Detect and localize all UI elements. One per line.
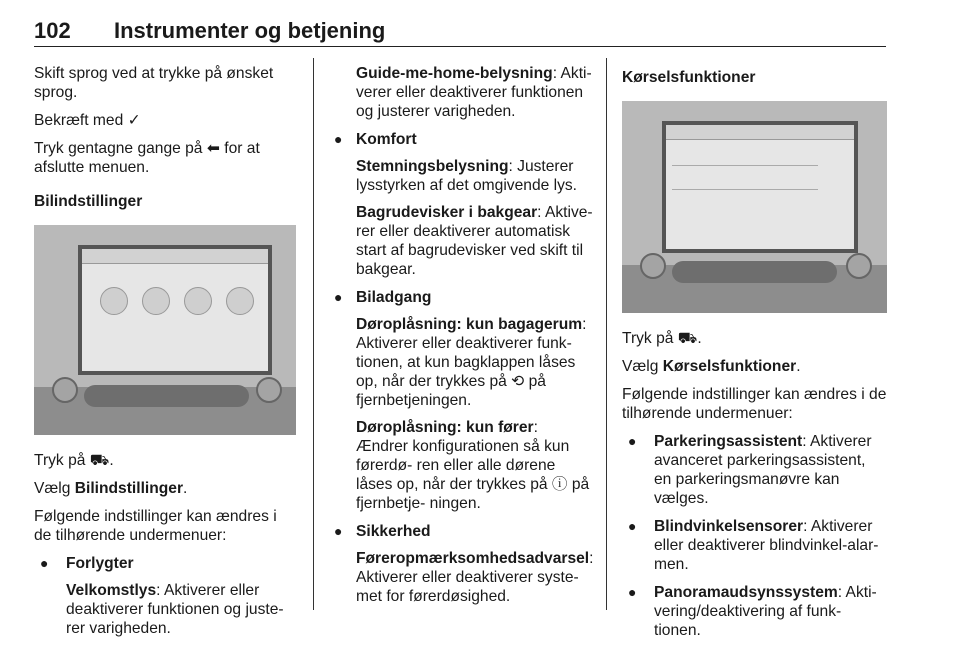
infotainment-screenshot (34, 225, 296, 435)
column-1 (34, 64, 296, 647)
park-assist-row (672, 147, 818, 166)
car-settings-icon: ⛟ (89, 452, 110, 469)
paragraph: Vælg Kørselsfunktioner. (622, 358, 801, 375)
bullet-icon: ● (628, 433, 637, 449)
list-item: ● Biladgang Døroplåsning: kun bagagerum: Aktiverer eller deaktiverer funk- tionen, at kun bagklappen låses op, når der trykkes på ⟲ på fjernbetjeningen. Døroplåsning: kun fører: Ændrer konfigurationen så kun førerdø- ren eller alle dørene låses op, når der trykkes på ⓘ på fjernbetje- ningen. (334, 289, 590, 512)
paragraph: Følgende indstillinger kan ændres i de tilhørende undermenuer: (34, 508, 277, 544)
bullet-icon: ● (334, 289, 343, 305)
list-item: ● Blindvinkelsensorer: Aktiverer eller deaktiverer blindvinkel-alar- men. (628, 518, 879, 573)
control-buttons (672, 261, 837, 283)
checkmark-icon: ✓ (127, 112, 141, 129)
bullet-icon: ● (40, 555, 49, 571)
column-3 (622, 64, 887, 649)
hazard-button-icon (640, 253, 666, 279)
blind-spot-row (672, 171, 818, 190)
paragraph: Tryk på ⛟. (622, 330, 702, 347)
page-header (34, 10, 886, 47)
column-2 (330, 64, 593, 615)
infotainment-screenshot (622, 101, 887, 313)
car-settings-icon: ⛟ (677, 330, 698, 347)
list-item: ● Forlygter Velkomstlys: Aktiverer eller deaktiverer funktionen og juste- rer varigheden. (40, 555, 284, 637)
display-screen (662, 121, 858, 253)
list-item: ● Parkeringsassistent: Aktiverer avanceret parkeringsassistent, en parkeringsmanøvre kan vælges. (628, 433, 872, 507)
comfort-icon (142, 287, 170, 315)
bullet-icon: ● (628, 518, 637, 534)
paragraph: Tryk på ⛟. (34, 452, 114, 469)
tailgate-key-icon: ⟲ (511, 373, 525, 390)
door-key-icon: ⓘ (551, 476, 568, 493)
paragraph: Tryk gentagne gange på ⬅ for at afslutte menuen. (34, 140, 260, 176)
power-knob-icon (256, 377, 282, 403)
bullet-icon: ● (334, 523, 343, 539)
status-bar (82, 249, 268, 264)
paragraph: Skift sprog ved at trykke på ønsket sprog. (34, 65, 274, 101)
list-item: ● Panoramaudsynssystem: Akti- vering/deaktivering af funk- tionen. (628, 584, 877, 639)
status-bar (666, 125, 854, 140)
section-subtitle: Bilindstillinger (34, 193, 143, 210)
bullet-icon: ● (334, 131, 343, 147)
display-screen (78, 245, 272, 375)
back-arrow-icon: ⬅ (206, 140, 220, 157)
paragraph: Bekræft med ✓ (34, 112, 141, 129)
paragraph: Følgende indstillinger kan ændres i de tilhørende undermenuer: (622, 386, 887, 422)
list-item: ● Sikkerhed Føreropmærksomhedsadvarsel: Aktiverer eller deaktiverer syste- met for førerdøsighed. (334, 523, 594, 605)
paragraph: Guide-me-home-belysning: Akti- verer eller deaktiverer funktionen og justerer varigheden. (356, 65, 592, 120)
safety-icon (226, 287, 254, 315)
power-knob-icon (846, 253, 872, 279)
column-divider (606, 58, 607, 610)
bullet-icon: ● (628, 584, 637, 600)
page-title: Instrumenter og betjening (114, 18, 386, 43)
column-divider (313, 58, 314, 610)
vehicle-access-icon (184, 287, 212, 315)
headlights-icon (100, 287, 128, 315)
section-subtitle: Kørselsfunktioner (622, 69, 756, 86)
paragraph: Vælg Bilindstillinger. (34, 480, 188, 497)
control-buttons (84, 385, 249, 407)
page-number: 102 (34, 18, 71, 43)
list-item: ● Komfort Stemningsbelysning: Justerer lysstyrken af det omgivende lys. Bagrudevisker i bakgear: Aktive- rer eller deaktiverer automatisk start af bagrudevisker ved skift til bakgear. (334, 131, 593, 278)
hazard-button-icon (52, 377, 78, 403)
